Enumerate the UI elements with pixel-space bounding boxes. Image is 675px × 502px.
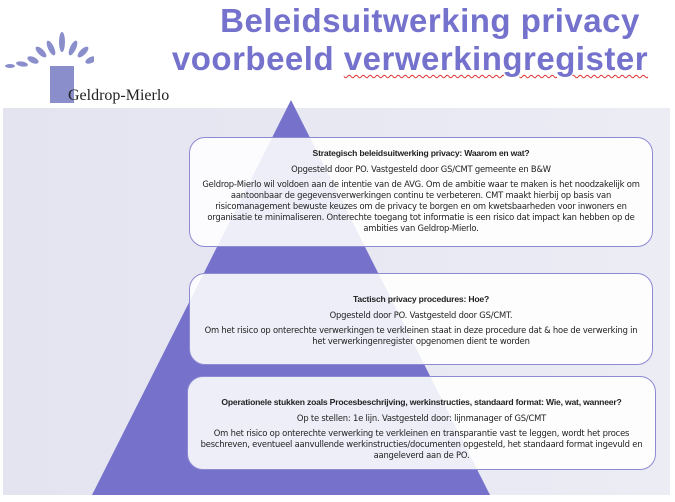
level-tactical-box [189, 273, 653, 365]
logo-text: Geldrop-Mierlo [68, 87, 170, 104]
level-subtitle: Op te stellen: 1e lijn. Vastgesteld door: lijnmanager of GS/CMT [296, 413, 547, 423]
level-subtitle: Opgesteld door PO. Vastgesteld door GS/CMT. [329, 310, 513, 320]
level-heading: Operationele stukken zoals Procesbeschrijving, werkinstructies, standaard format: Wie, wat, wanneer? [221, 397, 622, 407]
title-word-misspelled: verwerkingregister [343, 40, 649, 77]
page-title-line-1: Beleidsuitwerking privacy [220, 2, 640, 39]
level-heading: Strategisch beleidsuitwerking privacy: Waarom en wat? [312, 148, 530, 158]
title-word: voorbeeld [171, 40, 335, 77]
level-body: Om het risico op onterechte verwerking te verkleinen en transparantie vast te leggen, wordt het proces beschreven, eventueel aanvullende werkinstructies/documenten opgesteld, het standaard format ingevuld en aangeleverd aan de PO. [200, 428, 643, 460]
level-subtitle: Opgesteld door PO. Vastgesteld door GS/CMT gemeente en B&W [291, 164, 551, 174]
level-operational-box [187, 376, 656, 470]
level-heading: Tactisch privacy procedures: Hoe? [352, 294, 490, 304]
level-strategic-box [189, 137, 653, 247]
level-body: Om het risico op onterechte verwerkingen te verkleinen staat in deze procedure dat & hoe de verwerking in het verwerkingenregister opgenomen dient te worden [204, 325, 638, 346]
level-body: Geldrop-Mierlo wil voldoen aan de intentie van de AVG. Om de ambitie waar te maken is het noodzakelijk om aantoonbaar de gegevensverwerkingen continu te verbeteren. CMT maakt hierbij op basis van risicomanagement bewuste keuzes om de privacy te borgen en om kwetsbaarheden voor inwoners en organisatie te minimaliseren. Onterechte toegang tot informatie is een risico dat impact kan hebben op de ambities van Geldrop-Mierlo. [202, 179, 640, 233]
